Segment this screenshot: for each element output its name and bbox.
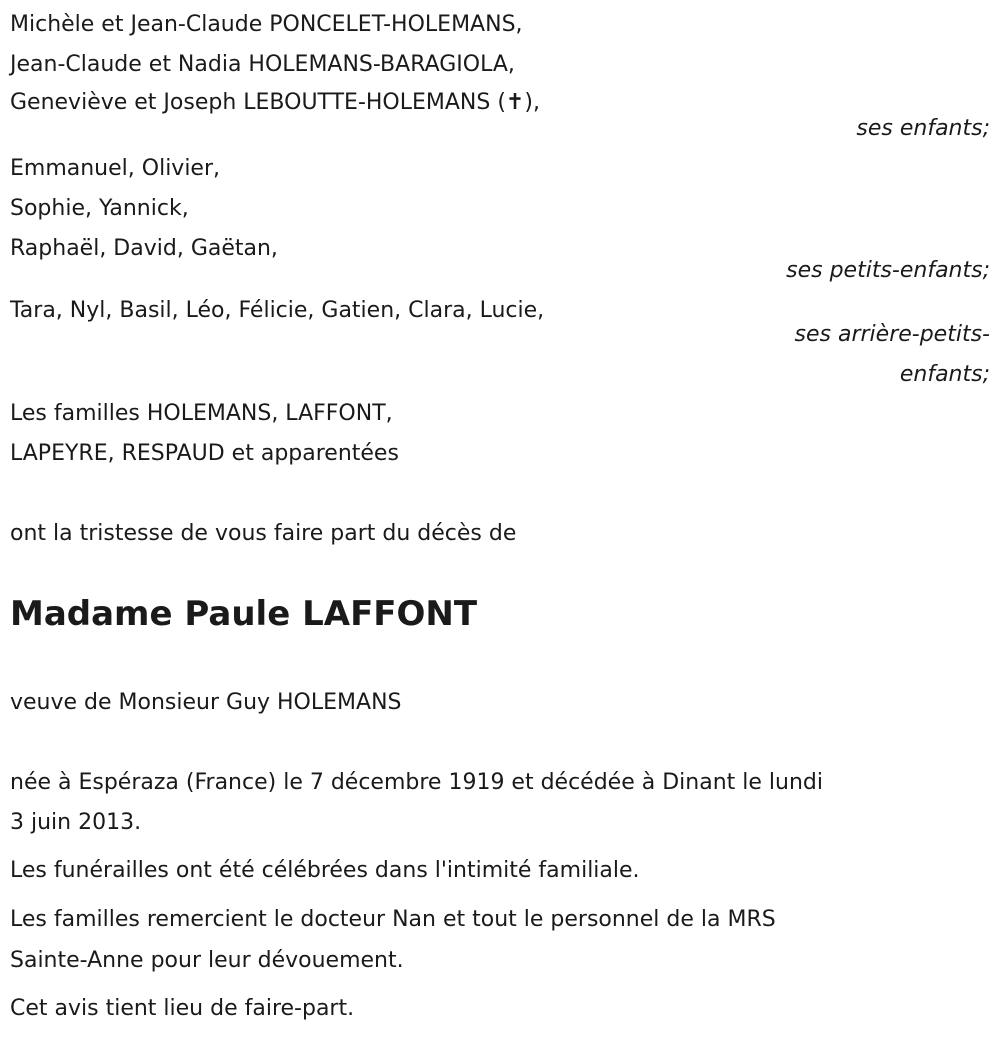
children-label: ses enfants; — [856, 116, 990, 141]
widow-of: veuve de Monsieur Guy HOLEMANS — [10, 690, 402, 715]
child-line: Michèle et Jean-Claude PONCELET-HOLEMANS, — [10, 12, 523, 37]
great-grandchild-line: Tara, Nyl, Basil, Léo, Félicie, Gatien, Clara, Lucie, — [10, 298, 545, 323]
great-grandchildren-label: enfants; — [899, 362, 990, 387]
families-line: Les familles HOLEMANS, LAFFONT, — [10, 401, 393, 426]
birth-death-line: 3 juin 2013. — [10, 810, 142, 835]
grandchild-line: Sophie, Yannick, — [10, 196, 189, 221]
birth-death-line: née à Espéraza (France) le 7 décembre 1919 et décédée à Dinant le lundi — [10, 770, 823, 795]
grandchildren-label: ses petits-enfants; — [786, 258, 990, 283]
grandchild-line: Emmanuel, Olivier, — [10, 156, 221, 181]
child-line: Jean-Claude et Nadia HOLEMANS-BARAGIOLA, — [10, 52, 515, 77]
announcement: ont la tristesse de vous faire part du décès de — [10, 521, 517, 546]
child-line: Geneviève et Joseph LEBOUTTE-HOLEMANS (✝), — [10, 90, 540, 115]
thanks-line: Sainte-Anne pour leur dévouement. — [10, 948, 404, 973]
thanks-line: Les familles remercient le docteur Nan et tout le personnel de la MRS — [10, 907, 776, 932]
deceased-name: Madame Paule LAFFONT — [10, 594, 478, 634]
funeral-info: Les funérailles ont été célébrées dans l'intimité familiale. — [10, 858, 640, 883]
families-line: LAPEYRE, RESPAUD et apparentées — [10, 441, 399, 466]
grandchild-line: Raphaël, David, Gaëtan, — [10, 236, 278, 261]
closing-note: Cet avis tient lieu de faire-part. — [10, 996, 355, 1021]
great-grandchildren-label: ses arrière-petits- — [794, 322, 990, 347]
